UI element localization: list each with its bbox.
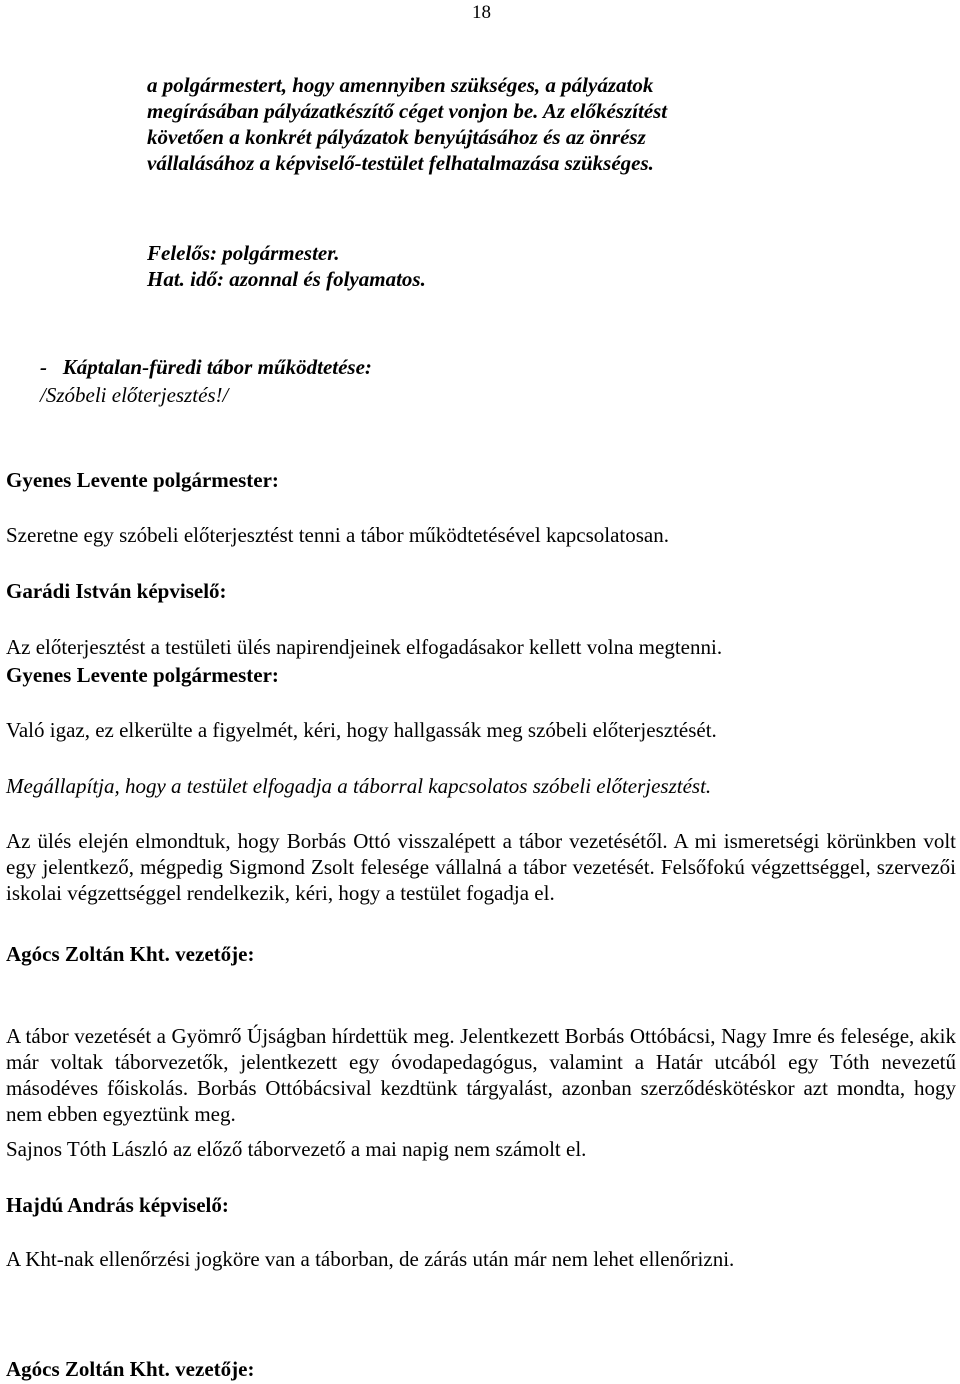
speaker-name: Agócs Zoltán Kht. vezetője: xyxy=(6,942,255,966)
responsible-line: Felelős: polgármester. xyxy=(147,241,340,265)
speaker-name: Garádi István képviselő: xyxy=(6,579,227,603)
responsible-block xyxy=(147,240,426,292)
speech-text: Való igaz, ez elkerülte a figyelmét, kéri, hogy hallgassák meg szóbeli előterjesztését. xyxy=(6,718,717,742)
speaker-name: Gyenes Levente polgármester: xyxy=(6,663,279,687)
speech-text: Szeretne egy szóbeli előterjesztést tenni a tábor működtetésével kapcsolatosan. xyxy=(6,523,670,547)
page-number: 18 xyxy=(472,2,491,23)
speech-text: A Kht-nak ellenőrzési jogköre van a táborban, de zárás után már nem lehet ellenőrizni. xyxy=(6,1247,735,1271)
resolution-text xyxy=(147,72,767,176)
speech-text: Az előterjesztést a testületi ülés napirendjeinek elfogadásakor kellett volna megtenni. xyxy=(6,635,723,659)
resolution-line: megírásában pályázatkészítő céget vonjon be. Az előkészítést xyxy=(147,99,668,123)
speech-text: A tábor vezetését a Gyömrő Újságban hírdettük meg. Jelentkezett Borbás Ottóbácsi, Nagy Imre és felesége, akik már voltak táborvezetők, jelentkezett egy óvodapedagógus, valamint a Határ utcából egy Tóth nevezetű másodéves főiskolás. Borbás Ottóbácsival kezdtünk tárgyalást, azonban szerződéskötéskor azt mondta, hogy nem ebben egyeztünk meg. xyxy=(6,1024,956,1126)
agenda-item-note: /Szóbeli előterjesztés!/ xyxy=(40,383,229,407)
speech-text: Az ülés elején elmondtuk, hogy Borbás Ottó visszalépett a tábor vezetésétől. A mi ismeretségi körünkben volt egy jelentkező, mégpedig Sigmond Zsolt felesége vállalná a tábor vezetését. Felsőfokú végzettséggel, szervezői iskolai végzettséggel rendelkezik, kéri, hogy a testület fogadja el. xyxy=(6,829,956,905)
agenda-item-title: - Káptalan-füredi tábor működtetése: xyxy=(40,355,372,379)
statement-text: Megállapítja, hogy a testület elfogadja a táborral kapcsolatos szóbeli előterjesztést. xyxy=(6,774,712,798)
speaker-name: Hajdú András képviselő: xyxy=(6,1193,229,1217)
speaker-name: Agócs Zoltán Kht. vezetője: xyxy=(6,1357,255,1381)
resolution-line: a polgármestert, hogy amennyiben szükséges, a pályázatok xyxy=(147,73,654,97)
deadline-line: Hat. idő: azonnal és folyamatos. xyxy=(147,267,426,291)
speaker-name: Gyenes Levente polgármester: xyxy=(6,468,279,492)
resolution-line: vállalásához a képviselő-testület felhatalmazása szükséges. xyxy=(147,151,654,175)
speech-text: Sajnos Tóth László az előző táborvezető a mai napig nem számolt el. xyxy=(6,1137,587,1161)
resolution-line: követően a konkrét pályázatok benyújtásához és az önrész xyxy=(147,125,646,149)
